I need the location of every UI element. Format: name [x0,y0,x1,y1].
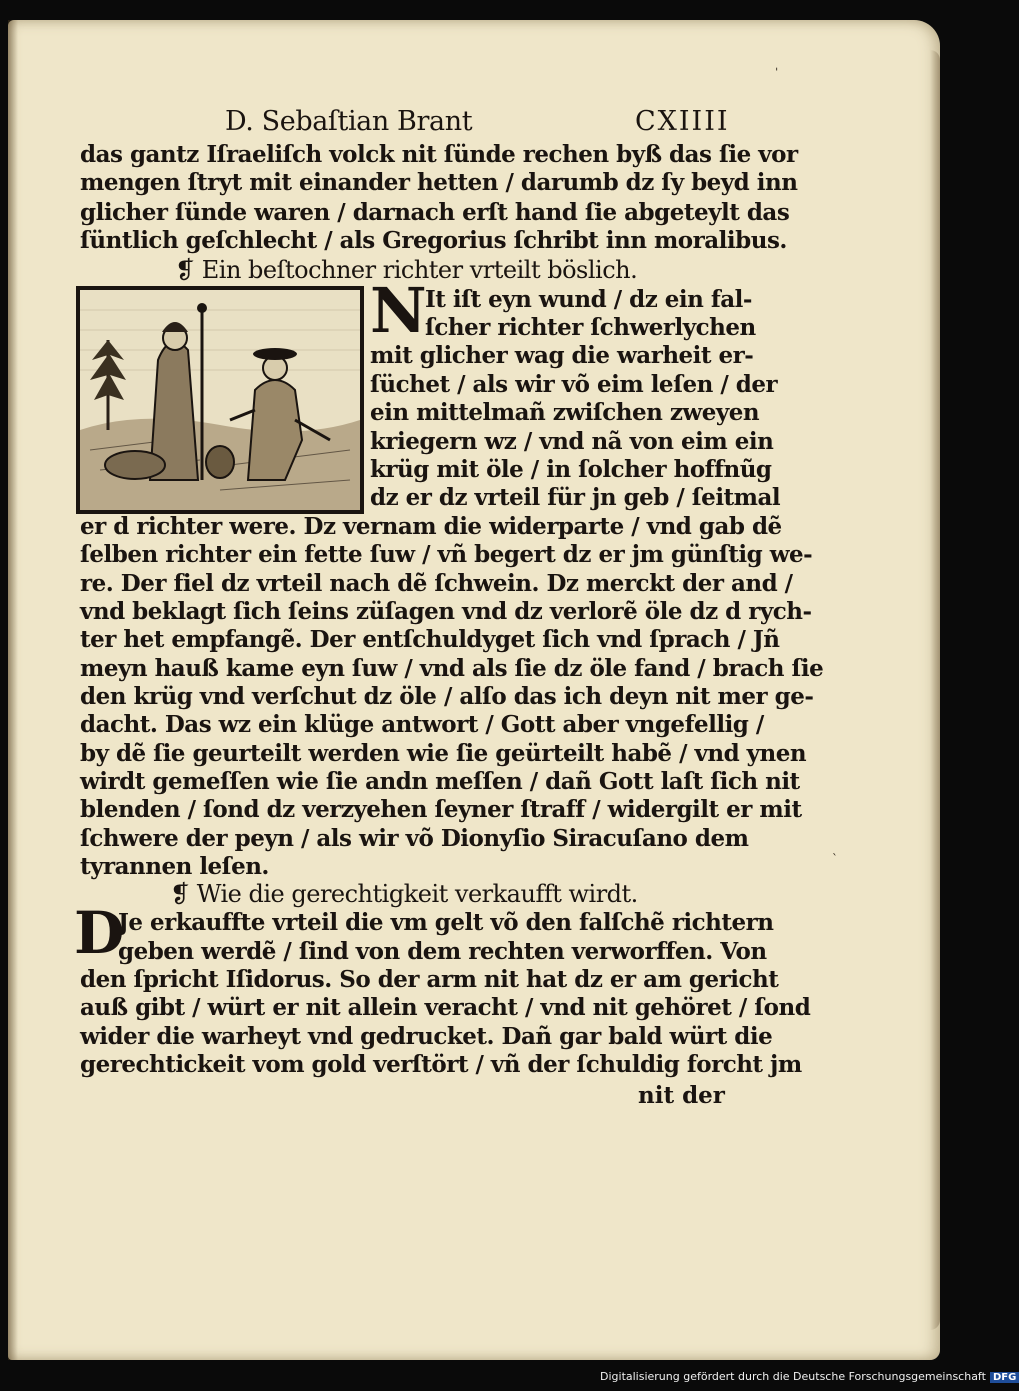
text-line: ſcher richter ſchwerlychen [425,314,756,341]
page-gutter-shadow [8,20,18,1360]
text-line: ſchwere der peyn / als wir võ Dionyſio Siracuſano dem [80,825,749,852]
section-heading-text: Wie die gerechtigkeit verkaufft wirdt. [196,880,638,908]
text-line: er d richter were. Dz vernam die widerparte / vnd gab dẽ [80,513,782,540]
text-line: kriegern wz / vnd nã von eim ein [370,428,774,455]
credit-text: Digitalisierung gefördert durch die Deutsche Forschungsgemeinschaft [600,1370,986,1383]
text-line: ter het empfangẽ. Der entſchuldyget ſich vnd ſprach / Jñ [80,626,780,653]
text-line: wirdt gemeſſen wie ſie andn meſſen / dañ Gott laſt ſich nit [80,768,800,795]
text-line: wider die warheyt vnd gedrucket. Dañ gar bald würt die [80,1023,773,1050]
pilcrow-icon: ❡ [175,256,202,284]
text-line: ein mittelmañ zwiſchen zweyen [370,399,760,426]
text-line: ſelben richter ein fette ſuw / vñ begert dz er jm günſtig we- [80,541,813,568]
text-line: meyn hauß kame eyn ſuw / vnd als ſie dz öle fand / brach ſie [80,655,824,682]
text-line: re. Der fiel dz vrteil nach dẽ ſchwein. Dz merckt der and / [80,570,793,597]
text-line: den ſpricht Iſidorus. So der arm nit hat dz er am gericht [80,966,779,993]
section-heading-text: Ein beſtochner richter vrteilt böslich. [201,256,638,284]
paper-mark: ˈ [775,66,779,80]
pilcrow-icon: ❡ [170,880,197,908]
text-line: ſüchet / als wir võ eim leſen / der [370,371,778,398]
woodcut-judge-scene-icon [80,290,360,510]
text-line: blenden / ſond dz verzyehen ſeyner ſtraff / widergilt er mit [80,796,802,823]
text-line: by dẽ ſie geurteilt werden wie ſie geürteilt habẽ / vnd ynen [80,740,807,767]
text-line: glicher ſünde waren / darnach erſt hand ſie abgeteylt das [80,199,790,226]
text-line: geben werdẽ / ſind von dem rechten verworffen. Von [118,938,767,965]
text-line: gerechtickeit vom gold verſtört / vñ der ſchuldig forcht jm [80,1051,802,1078]
drop-cap: N [370,274,427,347]
digitization-credit [600,1370,1019,1383]
folio-number: CXIIII [635,106,730,137]
text-line: auß gibt / würt er nit allein veracht / vnd nit gehöret / ſond [80,994,811,1021]
woodcut-illustration [76,286,364,514]
text-line: Je erkauffte vrteil die vm gelt võ den falſchẽ richtern [118,909,774,936]
text-line: tyrannen leſen. [80,853,269,880]
text-line: It iſt eyn wund / dz ein fal- [425,286,752,313]
catchword: nit der [638,1082,725,1109]
running-head-title: D. Sebaſtian Brant [225,106,473,137]
text-line: den krüg vnd verſchut dz öle / alſo das ich deyn nit mer ge- [80,683,814,710]
text-line: mengen ſtryt mit einander hetten / darumb dz ſy beyd inn [80,169,798,196]
text-line: mit glicher wag die warheit er- [370,342,754,369]
text-line: dacht. Das wz ein klüge antwort / Gott aber vngefellig / [80,711,764,738]
dfg-logo-icon: DFG [990,1372,1019,1383]
text-line: dz er dz vrteil für jn geb / ſeitmal [370,484,781,511]
text-line: vnd beklagt ſich ſeins züſagen vnd dz verlorẽ öle dz d rych- [80,598,812,625]
drop-cap: D [74,899,125,967]
text-line: krüg mit öle / in ſolcher hoffnũg [370,456,772,483]
paper-mark: ˋ [832,852,838,866]
text-line: ſüntlich geſchlecht / als Gregorius ſchribt inn moralibus. [80,227,787,254]
text-line: das gantz Iſraeliſch volck nit ſünde rechen byß das ſie vor [80,141,798,168]
section-heading [170,879,638,909]
